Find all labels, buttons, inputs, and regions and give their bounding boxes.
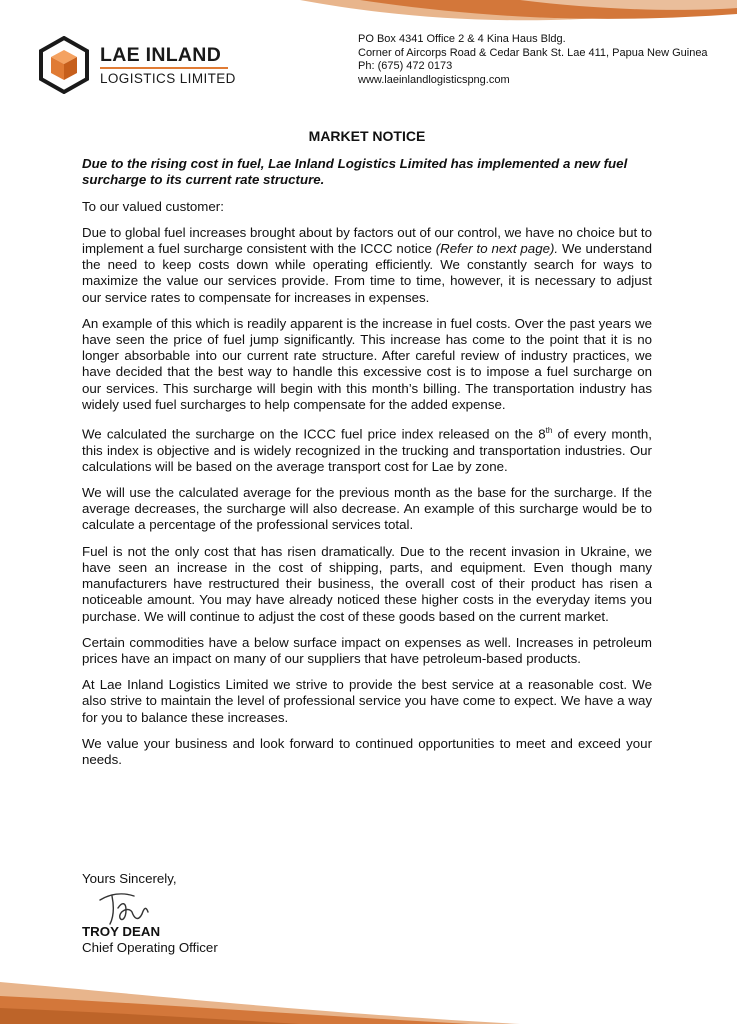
paragraph: Certain commodities have a below surface impact on expenses as well. Increases in petroleum prices have an impact on many of our suppliers that have petroleum-based products. xyxy=(82,634,652,666)
company-subname: LOGISTICS LIMITED xyxy=(100,70,236,86)
salutation: To our valued customer: xyxy=(82,198,224,214)
logo-divider xyxy=(100,67,228,69)
address-line: PO Box 4341 Office 2 & 4 Kina Haus Bldg. xyxy=(358,33,566,45)
company-logo xyxy=(38,36,236,94)
signer-name: TROY DEAN xyxy=(82,924,161,939)
letter-body xyxy=(82,128,652,778)
paragraph: We will use the calculated average for the previous month as the base for the surcharge. If the average decreases, the surcharge will also decrease. An example of this surcharge would be to calculate a percentage of the professional services total. xyxy=(82,485,652,533)
closing-line: Yours Sincerely, xyxy=(82,871,177,886)
address-line: Corner of Aircorps Road & Cedar Bank St. Lae 411, Papua New Guinea xyxy=(358,46,708,59)
company-name: LAE INLAND xyxy=(100,43,222,66)
website-link[interactable]: www.laeinlandlogisticspng.com xyxy=(358,73,510,86)
paragraph: We value your business and look forward to continued opportunities to meet and exceed your needs. xyxy=(82,735,652,767)
paragraph xyxy=(82,225,652,306)
company-address xyxy=(358,33,708,87)
paragraph-text: of every month, this index is objective and is widely recognized in the trucking and transportation industries. Our calculations will be based on the average transport cost for Lae by zone. xyxy=(82,426,652,474)
paragraph-text: We understand the need to keep costs down while operating efficiently. We constantly search for ways to maximize the value our services provide. From time to time, however, it is necessary to adjust our service rates to compensate for increases in expenses. xyxy=(82,241,653,305)
paragraph-text: Due to global fuel increases brought about by factors out of our control, we have no choice but to implement a fuel surcharge consistent with the ICCC notice xyxy=(82,224,652,257)
paragraph: Fuel is not the only cost that has risen dramatically. Due to the recent invasion in Ukraine, we have seen an increase in the cost of shipping, parts, and equipment. Even though many manufacturers have restructured their business, the overall cost of their product has risen a noticeable amount. You may have already noticed these higher costs in the everyday items you purchase. We will continue to adjust the cost of these goods based on the current market. xyxy=(82,543,652,624)
notice-lead: Due to the rising cost in fuel, Lae Inland Logistics Limited has implemented a new fuel surcharge to its current rate structure. xyxy=(82,156,628,188)
paragraph: An example of this which is readily apparent is the increase in fuel costs. Over the past years we have seen the price of fuel jump significantly. This increase has come to the point that it is no longer absorbable into our current rate structure. After careful review of industry practices, we have decided that the best way to handle this excessive cost is to impose a fuel surcharge on our services. This surcharge will begin with this month’s billing. The transportation industry has widely used fuel surcharges to help compensate for the added expense. xyxy=(82,315,652,412)
notice-title: MARKET NOTICE xyxy=(308,128,426,144)
paragraph xyxy=(82,423,652,475)
phone-number: Ph: (675) 472 0173 xyxy=(358,60,453,72)
reference-note: (Refer to next page). xyxy=(435,241,559,257)
paragraph-text: We calculated the surcharge on the ICCC fuel price index released on the 8 xyxy=(82,426,546,442)
signer-title: Chief Operating Officer xyxy=(82,940,218,955)
ordinal-suffix: th xyxy=(545,426,553,436)
footer-swoosh xyxy=(0,964,737,1024)
paragraph: At Lae Inland Logistics Limited we strive to provide the best service at a reasonable cost. We also strive to maintain the level of professional service you have come to expect. We have a way for you to balance these increases. xyxy=(82,677,652,725)
handwritten-signature xyxy=(92,878,152,928)
hexagon-cube-icon xyxy=(38,36,90,94)
